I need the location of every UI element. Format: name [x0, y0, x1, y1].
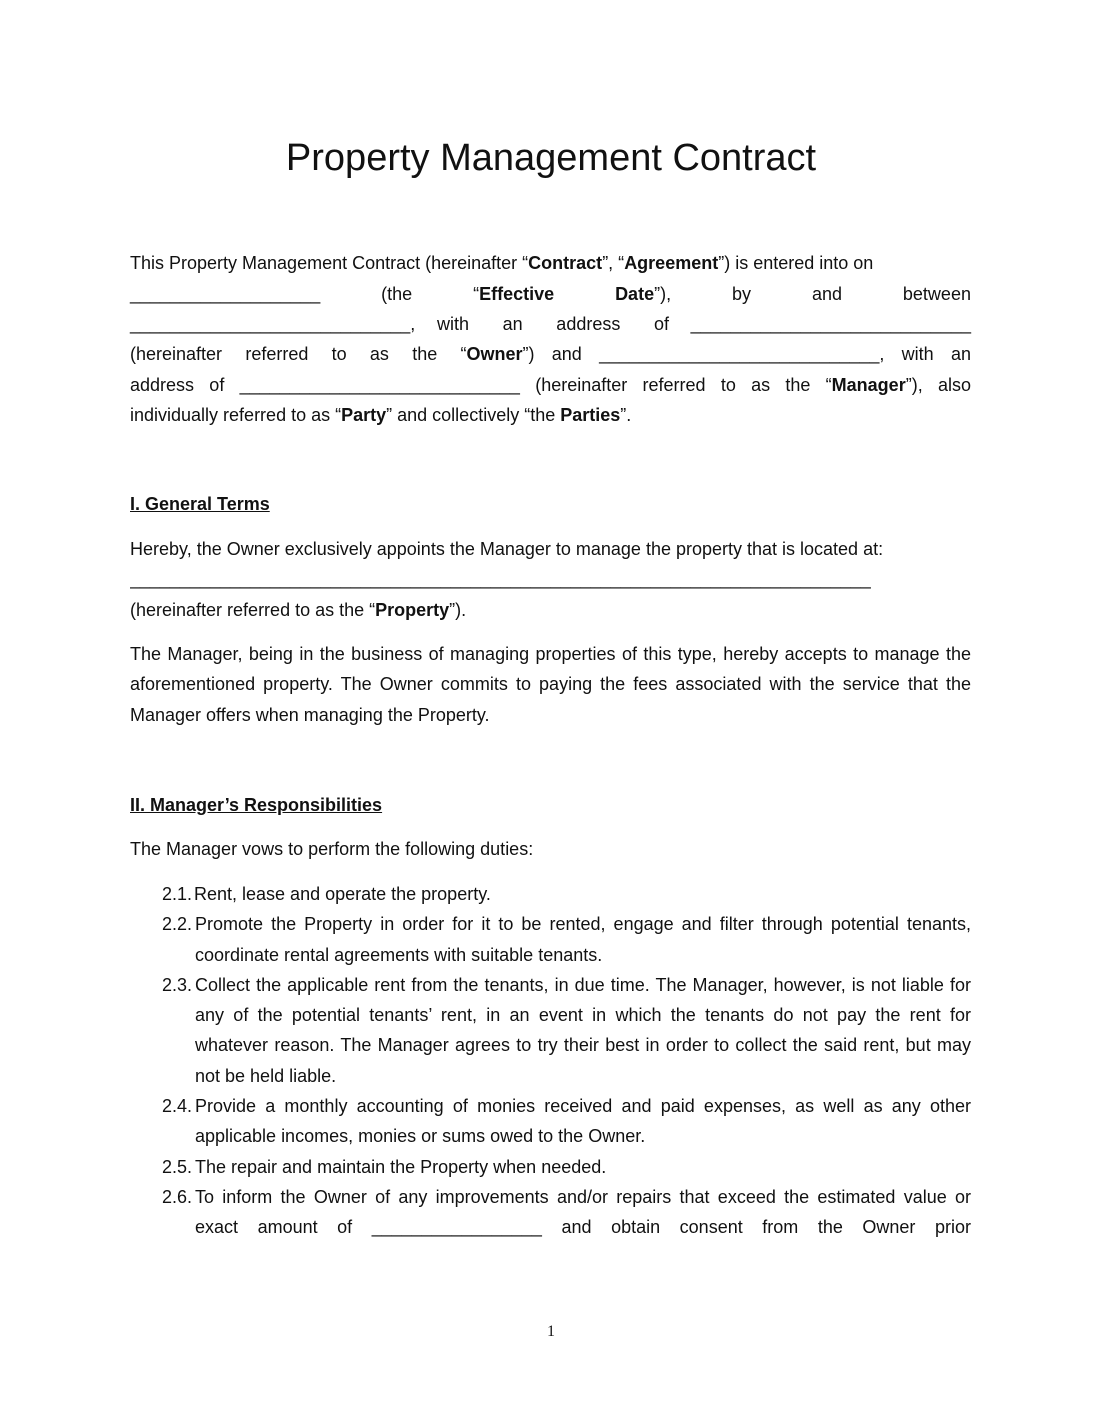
intro-line-4: (hereinafter referred to as the “Owner”) and ____________________________, with an — [130, 344, 971, 364]
list-item: 2.3. Collect the applicable rent from the tenants, in due time. The Manager, however, is not liable for any of the potential tenants’ rent, in an event in which the tenants do not pay the rent for whatever reason. The Manager agrees to try their best in order to collect the said rent, but may not be held liable. — [162, 974, 971, 1086]
property-term: Property — [375, 600, 450, 620]
parties-term: Parties — [560, 405, 621, 425]
page-number: 1 — [547, 1323, 555, 1340]
effective-term: Effective — [479, 284, 555, 304]
list-item: 2.1. Rent, lease and operate the property. — [162, 884, 491, 904]
manager-term: Manager — [831, 375, 906, 395]
document-title: Property Management Contract — [285, 137, 817, 179]
list-item: 2.4. Provide a monthly accounting of monies received and paid expenses, as well as any other applicable incomes, monies or sums owed to the Owner. — [162, 1096, 971, 1147]
owner-term: Owner — [466, 344, 523, 364]
date-term: Date — [615, 284, 655, 304]
intro-line-3: ____________________________, with an address of ____________________________ — [130, 314, 971, 334]
list-item: 2.2. Promote the Property in order for it to be rented, engage and filter through potential tenants, coordinate rental agreements with suitable tenants. — [162, 914, 971, 965]
party-term: Party — [341, 405, 387, 425]
section-1-paragraph-1: Hereby, the Owner exclusively appoints the Manager to manage the property that is located at: — [130, 539, 884, 559]
list-item: 2.6. To inform the Owner of any improvements and/or repairs that exceed the estimated value or exact amount of _________________ and obtain consent from the Owner prior — [162, 1186, 971, 1238]
intro-line-1: This Property Management Contract (hereinafter “Contract”, “Agreement”) is entered into on — [130, 253, 874, 273]
intro-line-5: address of ____________________________ (hereinafter referred to as the “Manager”), also — [130, 375, 971, 395]
property-address-blank: __________________________________________________________________________ — [130, 569, 871, 589]
manager-address-blank: ____________________________ — [239, 375, 520, 395]
intro-line-6: individually referred to as “Party” and collectively “the Parties”. — [130, 405, 632, 425]
agreement-term: Agreement — [624, 253, 719, 273]
list-item: 2.5. The repair and maintain the Property when needed. — [162, 1156, 607, 1177]
section-2-heading: II. Manager’s Responsibilities — [130, 795, 383, 815]
effective-date-blank: ___________________ — [130, 284, 321, 304]
manager-name-blank: ____________________________ — [599, 344, 880, 364]
section-1-heading: I. General Terms — [130, 494, 270, 514]
owner-name-blank: ____________________________, — [130, 314, 416, 334]
contract-term: Contract — [528, 253, 603, 273]
duties-list — [130, 879, 971, 1243]
section-2-intro: The Manager vows to perform the following duties: — [130, 839, 534, 859]
owner-address-blank: ____________________________ — [690, 314, 971, 334]
intro-line-2: ___________________ (the “Effective Date”), by and between — [130, 284, 971, 304]
property-reference: (hereinafter referred to as the “Property”). — [130, 600, 467, 620]
section-1-paragraph-2: The Manager, being in the business of managing properties of this type, hereby accepts to manage the aforementioned property. The Owner commits to paying the fees associated with the service that the Manager offers when managing the Property. — [130, 644, 971, 725]
